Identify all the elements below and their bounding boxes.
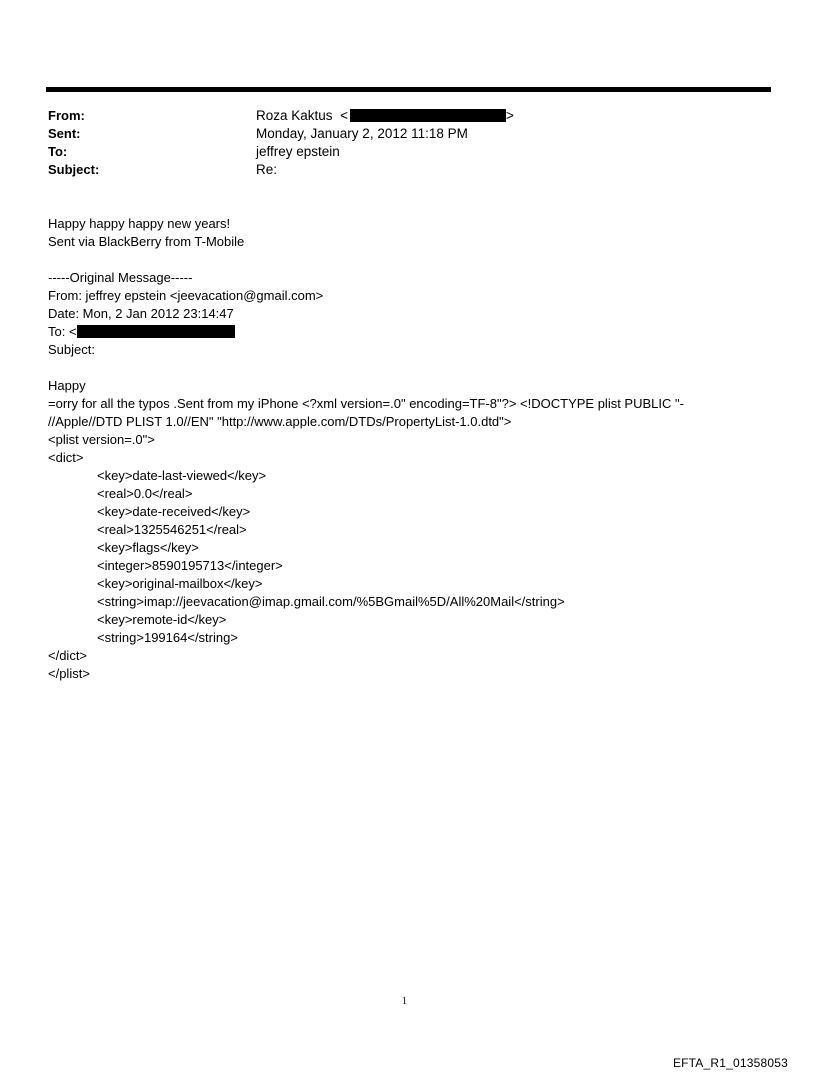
- message-line: =orry for all the typos .Sent from my iPhone <?xml version=.0" encoding=TF-8"?> <!DOCTYPE plist PUBLIC "-: [48, 396, 684, 411]
- original-to-prefix: To: <: [48, 324, 77, 339]
- subject-value: Re:: [256, 162, 278, 177]
- dict-close-tag: </dict>: [48, 648, 88, 663]
- plist-open-tag: <plist version=.0">: [48, 432, 155, 447]
- dict-line: <key>date-last-viewed</key>: [97, 468, 267, 483]
- dict-line: <string>199164</string>: [97, 630, 238, 645]
- original-message-marker: -----Original Message-----: [48, 270, 193, 285]
- document-id: EFTA_R1_01358053: [672, 1056, 788, 1070]
- message-line: Happy: [48, 378, 86, 393]
- from-value: [256, 107, 514, 125]
- reply-line: Happy happy happy new years!: [48, 216, 231, 231]
- from-close-bracket: >: [505, 108, 514, 123]
- original-from: From: jeffrey epstein <jeevacation@gmail.com>: [48, 288, 324, 303]
- sent-value: Monday, January 2, 2012 11:18 PM: [256, 126, 468, 141]
- dict-line: <key>flags</key>: [97, 540, 199, 555]
- dict-line: <string>imap://jeevacation@imap.gmail.com/%5BGmail%5D/All%20Mail</string>: [97, 594, 565, 609]
- sent-label: Sent:: [48, 126, 81, 141]
- dict-line: <real>0.0</real>: [97, 486, 193, 501]
- dict-line: <key>remote-id</key>: [97, 612, 227, 627]
- redaction-bar: [77, 325, 235, 338]
- original-date: Date: Mon, 2 Jan 2012 23:14:47: [48, 306, 234, 321]
- dict-line: <integer>8590195713</integer>: [97, 558, 283, 573]
- to-value: jeffrey epstein: [256, 144, 340, 159]
- page-number: 1: [402, 996, 407, 1007]
- original-subject: Subject:: [48, 342, 95, 357]
- from-open-bracket: <: [340, 108, 348, 123]
- from-name: Roza Kaktus: [256, 108, 333, 123]
- reply-signature: Sent via BlackBerry from T-Mobile: [48, 234, 245, 249]
- header-rule: [46, 87, 771, 92]
- message-line: //Apple//DTD PLIST 1.0//EN" "http://www.apple.com/DTDs/PropertyList-1.0.dtd">: [48, 414, 512, 429]
- redaction-bar: [350, 109, 506, 122]
- dict-line: <real>1325546251</real>: [97, 522, 247, 537]
- dict-line: <key>original-mailbox</key>: [97, 576, 263, 591]
- dict-line: <key>date-received</key>: [97, 504, 251, 519]
- plist-close-tag: </plist>: [48, 666, 90, 681]
- original-to: [48, 323, 235, 341]
- dict-open-tag: <dict>: [48, 450, 84, 465]
- to-label: To:: [48, 144, 68, 159]
- subject-label: Subject:: [48, 162, 100, 177]
- from-label: From:: [48, 108, 85, 123]
